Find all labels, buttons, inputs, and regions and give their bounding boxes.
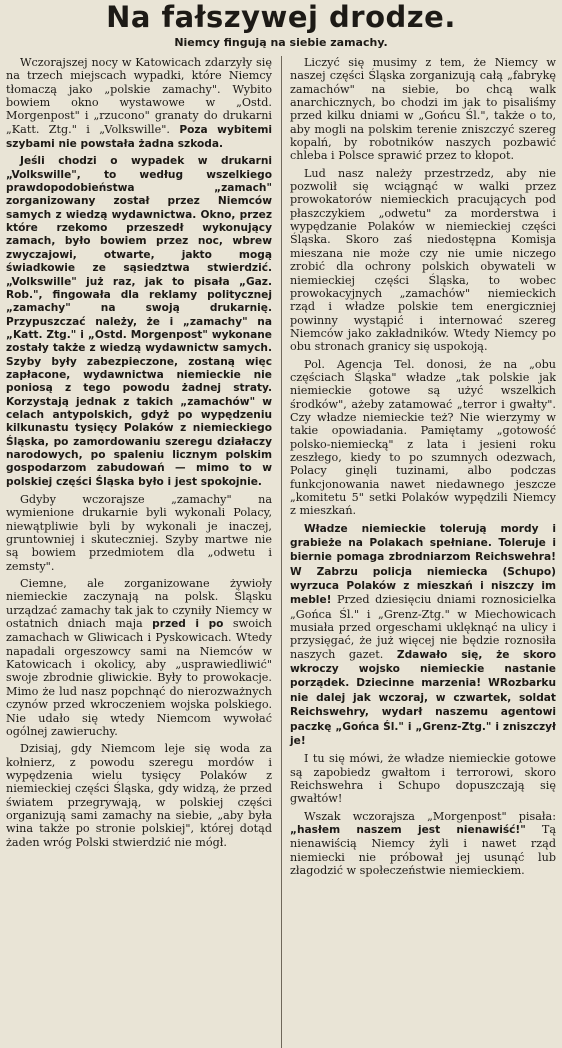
bold-text-run: Zdawało się, że skoro wkroczy wojsko niemieckie nastanie porządek. Dziecinne marzenia! WRozbarku nie dalej jak wczoraj, w czwartek, soldat Reichswehry, wydarł naszemu agentowi paczkę „Gońca Śl." i „Grenz-Ztg." i zniszczył je!	[290, 648, 556, 747]
article-body	[6, 56, 556, 1048]
bold-text-run: Władze niemieckie tolerują mordy i grabieże na Polakach spełniane. Toleruje i biernie pomaga zbrodniarzom Reichswehra! W Zabrzu policja niemiecka (Schupo) wyrzuca Polaków z mieszkań i niszczy im meble!	[290, 522, 556, 607]
left-column	[6, 56, 272, 1048]
paragraph: Lud nasz należy przestrzedz, aby nie pozwolił się wciągnąć w walki przez prowokatorów niemieckich pracujących pod płaszczykiem „odwetu" za morderstwa i wypędzanie Polaków w niemieckiej części Śląska. Skoro zaś niedostępna Komisja mieszana nie może czy nie umie niczego zrobić dla ochrony polskich obywateli w niemieckiej części Śląska, to wobec prowokacyjnych „zamachów" niemieckich rząd i władze polskie tem energiczniej powinny wystąpić i internować szereg Niemców jako zakładników. Wtedy Niemcy po obu stronach granicy się uspokoją.	[290, 166, 556, 354]
text-run: Wczorajszej nocy w Katowicach zdarzyły się na trzech miejscach wypadki, które Niemcy tłomaczą jako „polskie zamachy". Wybito bowiem okno wystawowe w „Ostd. Morgenpost" i „rzucono" granaty do drukarni „Katt. Ztg." i „Volkswille".	[6, 56, 272, 136]
paragraph	[290, 810, 556, 878]
article-headline: Na fałszywej drodze.	[106, 0, 456, 34]
text-run: Ciemne, ale zorganizowane żywioły niemieckie zaczynają na polsk. Śląsku urządzać zamachy tak jak to czyniły Niemcy w ostatnich dniach maja	[6, 577, 272, 631]
bold-text-run: „hasłem naszem jest nienawiść!"	[290, 823, 526, 836]
bold-text-run: przed i po	[152, 618, 224, 631]
bold-paragraph: Jeśli chodzi o wypadek w drukarni „Volkswille", to według wszelkiego prawdopodobieństwa „zamach" zorganizowany został przez Niemców samych z wiedzą wydawnictwa. Okno, przez które rzekomo przeszedł wykonujący zamach, było bowiem przez noc, wbrew zwyczajowi, otwarte, jakto mogą świadkowie ze sąsiedztwa stwierdzić. „Volkswille" już raz, jak to pisała „Gaz. Rob.", fingowała dla reklamy politycznej „zamachy" na swoją drukarnię. Przypuszczać należy, że i „zamachy" na „Katt. Ztg." i „Ostd. Morgenpost" wykonane zostały także z wiedzą wydawnictw samych. Szyby były zabezpieczone, zostaną więc zapłacone, wydawnictwa niemieckie nie poniosą z tego powodu żadnej straty. Korzystają jednak z takich „zamachów" w celach antypolskich, gdyż po wypędzeniu kilkunastu tysięcy Polaków z niemieckiego Śląska, po zamordowaniu szeregu działaczy narodowych, po spaleniu licznym polskim gospodarzom zabudowań — mimo to w polskiej części Śląska było i jest spokojnie.	[6, 155, 272, 488]
paragraph: I tu się mówi, że władze niemieckie gotowe są zapobiedz gwałtom i terrorowi, skoro Reichswehra i Schupo dopuszczają się gwałtów!	[290, 752, 556, 806]
paragraph	[290, 522, 556, 749]
text-run: Wszak wczorajsza „Morgenpost" pisała:	[304, 809, 556, 823]
bold-text-run: Poza wybitemi szybami nie powstała żadna szkoda.	[6, 123, 272, 151]
paragraph	[6, 56, 272, 151]
article-subheadline: Niemcy fingują na siebie zamachy.	[174, 36, 388, 49]
text-run: swoich zamachach w Gliwicach i Pyskowicach. Wtedy napadali orgeszowcy sami na Niemców w Katowicach i okolicy, aby „usprawiedliwić" swoje zbrodnie gliwickie. Były to prowokacje. Mimo że lud nasz popchnąć do nierozważnych czynów przed wkroczeniem wojska polskiego. Nie udało się wtedy Niemcom wywołać ogólnej zawieruchy.	[6, 617, 272, 738]
paragraph	[6, 577, 272, 738]
paragraph: Pol. Agencja Tel. donosi, że na „obu częściach Śląska" władze „tak polskie jak niemieckie gotowe są użyć wszelkich środków", ażeby zatamować „terror i gwałty". Czy władze niemieckie też? Nie wierzymy w takie opowiadania. Pamiętamy „gotowość polsko-niemiecką" z lata i jesieni roku zeszłego, kiedy to po szumnych odezwach, Polacy ginęli tuzinami, albo podczas funkcjonowania nawet niedawnego jeszcze „komitetu 5" setki Polaków wypędzili Niemcy z mieszkań.	[290, 357, 556, 518]
right-column	[281, 56, 556, 1048]
text-run: Przed dziesięciu dniami roznosicielka „Gońca Śl." i „Grenz-Ztg." w Miechowicach musiała przed orgeschami uklęknąć na ulicy i przysięgać, że już więcej nie będzie roznosiła naszych gazet.	[290, 593, 556, 661]
paragraph: Dzisiaj, gdy Niemcom leje się woda za kołnierz, z powodu szeregu mordów i wypędzenia wielu tysięcy Polaków z niemieckiej części Śląska, gdy widzą, że przed światem przegrywają, w polskiej części organizują sami zamachy na siebie, „aby była wina także po stronie polskiej", której dotąd żaden wróg Polski stwierdzić nie mógł.	[6, 742, 272, 849]
text-run: Tą nienawiścią Niemcy żyli i nawet rząd niemiecki nie próbował jej usunąć lub złagodzić w społeczeństwie niemieckiem.	[290, 822, 556, 877]
paragraph: Gdyby wczorajsze „zamachy" na wymienione drukarnie byli wykonali Polacy, niewątpliwie byli by wykonali je inaczej, gruntowniej i skuteczniej. Szyby martwe nie są bowiem przedmiotem dla „odwetu i zemsty".	[6, 493, 272, 573]
paragraph: Liczyć się musimy z tem, że Niemcy w naszej części Śląska zorganizują całą „fabrykę zamachów" na siebie, bo chcą walk anarchicznych, bo chodzi im jak to pisaliśmy przed kilku dniami w „Gońcu Śl.", także o to, aby mogli na polskim terenie zniszczyć szereg kopalń, by robotników naszych pozbawić chleba i Polsce sprawić przez to kłopot.	[290, 56, 556, 163]
